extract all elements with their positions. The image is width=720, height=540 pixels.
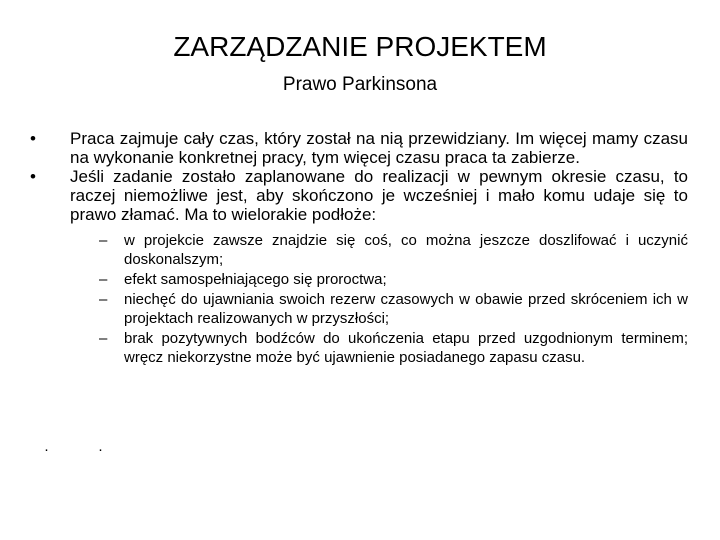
bullet-text: Praca zajmuje cały czas, który został na nią przewidziany. Im więcej mamy czasu na wykonanie konkretnej pracy, tym więcej czasu praca ta zabierze. <box>70 129 688 167</box>
sub-list <box>99 231 688 367</box>
sub-list-mark: – <box>99 330 108 347</box>
sub-list-text: efekt samospełniającego się proroctwa; <box>124 271 387 288</box>
sub-list-text: w projekcie zawsze znajdzie się coś, co można jeszcze doszlifować i uczynić doskonalszym; <box>124 232 688 268</box>
sub-list-item <box>99 329 688 367</box>
sub-list-text: brak pozytywnych bodźców do ukończenia etapu przed uzgodnionym terminem; wręcz niekorzystne może być ujawnienie posiadanego zapasu czasu. <box>124 330 688 366</box>
sub-list-item <box>99 231 688 269</box>
bullet-text: Jeśli zadanie zostało zaplanowane do realizacji w pewnym okresie czasu, to raczej niemożliwe jest, aby skończono je wcześniej i mało komu udaje się to prawo złamać. Ma to wielorakie podłoże: <box>70 167 688 224</box>
sub-list-mark: – <box>99 271 108 288</box>
sub-list-text: niechęć do ujawniania swoich rezerw czasowych w obawie przed skróceniem ich w projektach realizowanych w przyszłości; <box>124 291 688 327</box>
sub-list-mark: – <box>99 291 108 308</box>
slide-body <box>28 129 688 368</box>
sub-list-item <box>99 290 688 328</box>
sub-list-mark: – <box>99 232 108 249</box>
trailing-dot: · <box>44 441 49 458</box>
bullet-item <box>28 129 688 167</box>
trailing-dot: · <box>98 441 103 458</box>
bullet-mark: • <box>30 167 36 186</box>
sub-list-item <box>99 270 688 289</box>
slide-title: ZARZĄDZANIE PROJEKTEM <box>173 31 547 62</box>
bullet-item <box>28 167 688 224</box>
bullet-mark: • <box>30 129 36 148</box>
slide-subtitle: Prawo Parkinsona <box>282 74 438 95</box>
